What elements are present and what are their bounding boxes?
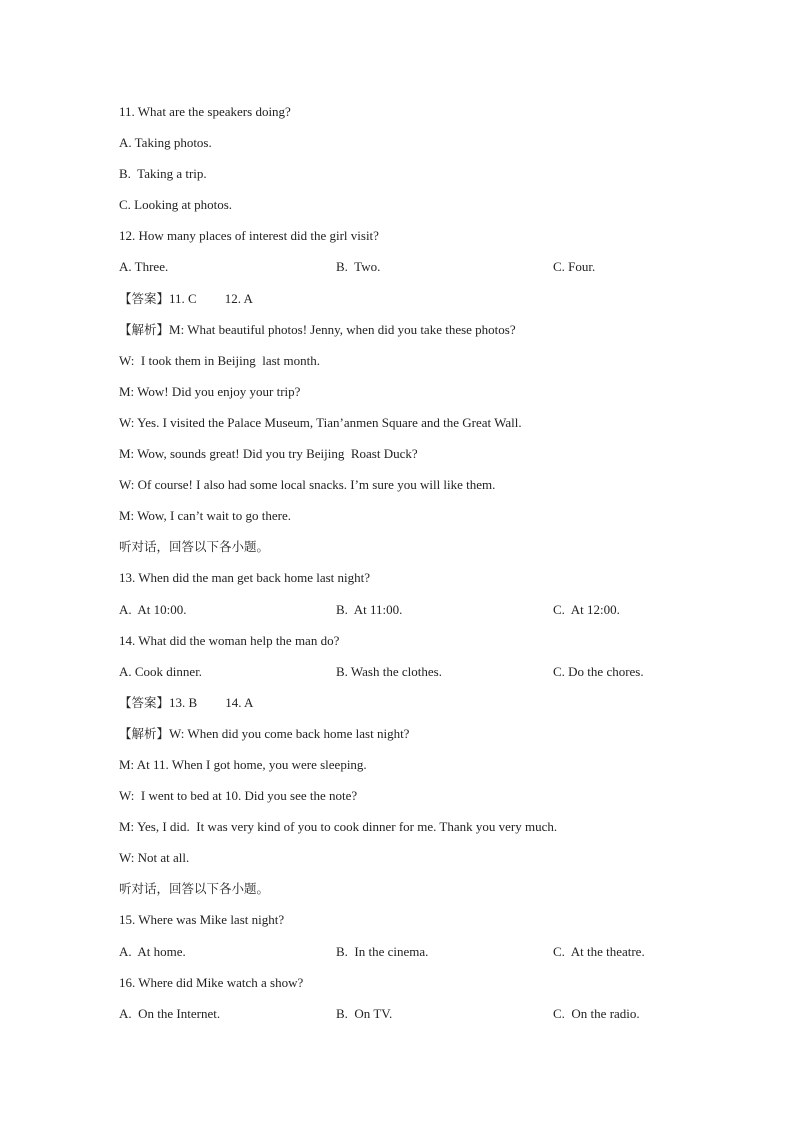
option-14-c: C. Do the chores. xyxy=(553,663,644,679)
option-11-a: A. Taking photos. xyxy=(119,135,212,151)
option-16-b: B. On TV. xyxy=(336,1005,393,1021)
option-15-a: A. At home. xyxy=(119,943,186,959)
option-12-a: A. Three. xyxy=(119,259,169,275)
answer-tag: 【答案】 xyxy=(119,694,170,710)
option-14-a: A. Cook dinner. xyxy=(119,663,203,679)
analysis-tag: 【解析】 xyxy=(119,725,170,741)
dialogue-line: M: At 11. When I got home, you were sleeping. xyxy=(119,756,367,772)
option-16-a: A. On the Internet. xyxy=(119,1005,221,1021)
instruction-1: 听对话，回答以下各小题。 xyxy=(119,539,270,555)
options-15 xyxy=(119,942,699,973)
question-15: 15. Where was Mike last night? xyxy=(119,912,285,928)
question-12: 12. How many places of interest did the girl visit? xyxy=(119,228,379,244)
dialogue-line: W: Of course! I also had some local snacks. I’m sure you will like them. xyxy=(119,477,496,493)
analysis-line-2 xyxy=(119,724,699,755)
dialogue-line: W: I went to bed at 10. Did you see the note? xyxy=(119,788,358,804)
option-13-a: A. At 10:00. xyxy=(119,601,187,617)
question-16: 16. Where did Mike watch a show? xyxy=(119,974,304,990)
answer-12: 12. A xyxy=(224,290,253,306)
answer-line-1 xyxy=(119,289,699,320)
options-13 xyxy=(119,600,699,631)
option-12-c: C. Four. xyxy=(553,259,596,275)
dialogue-line: M: Yes, I did. It was very kind of you to cook dinner for me. Thank you very much. xyxy=(119,819,558,835)
dialogue-line: W: I took them in Beijing last month. xyxy=(119,352,320,368)
option-11-c: C. Looking at photos. xyxy=(119,197,233,213)
option-13-b: B. At 11:00. xyxy=(336,601,403,617)
answer-13: 13. B xyxy=(169,694,198,710)
answer-tag: 【答案】 xyxy=(119,290,170,306)
dialogue-line: W: Yes. I visited the Palace Museum, Tian’anmen Square and the Great Wall. xyxy=(119,414,522,430)
instruction-2: 听对话，回答以下各小题。 xyxy=(119,881,270,897)
question-11: 11. What are the speakers doing? xyxy=(119,104,291,119)
dialogue-line: M: Wow! Did you enjoy your trip? xyxy=(119,383,301,399)
dialogue-line: M: Wow, I can’t wait to go there. xyxy=(119,508,292,524)
answer-line-2 xyxy=(119,693,699,724)
options-14 xyxy=(119,662,699,693)
document-page xyxy=(119,102,699,1035)
option-15-c: C. At the theatre. xyxy=(553,943,645,959)
option-14-b: B. Wash the clothes. xyxy=(336,663,442,679)
option-11-b: B. Taking a trip. xyxy=(119,166,207,182)
analysis-tag: 【解析】 xyxy=(119,321,170,337)
options-12 xyxy=(119,257,699,288)
option-12-b: B. Two. xyxy=(336,259,381,275)
answer-11: 11. C xyxy=(169,290,197,306)
option-16-c: C. On the radio. xyxy=(553,1005,640,1021)
question-13: 13. When did the man get back home last night? xyxy=(119,570,371,586)
question-14: 14. What did the woman help the man do? xyxy=(119,632,340,648)
dialogue-line: M: What beautiful photos! Jenny, when did you take these photos? xyxy=(169,321,516,337)
option-13-c: C. At 12:00. xyxy=(553,601,620,617)
dialogue-line: M: Wow, sounds great! Did you try Beijing Roast Duck? xyxy=(119,446,418,462)
options-16 xyxy=(119,1004,699,1035)
dialogue-line: W: When did you come back home last night? xyxy=(169,725,410,741)
dialogue-line: W: Not at all. xyxy=(119,850,190,866)
option-15-b: B. In the cinema. xyxy=(336,943,429,959)
analysis-line-1 xyxy=(119,320,699,351)
answer-14: 14. A xyxy=(225,694,254,710)
